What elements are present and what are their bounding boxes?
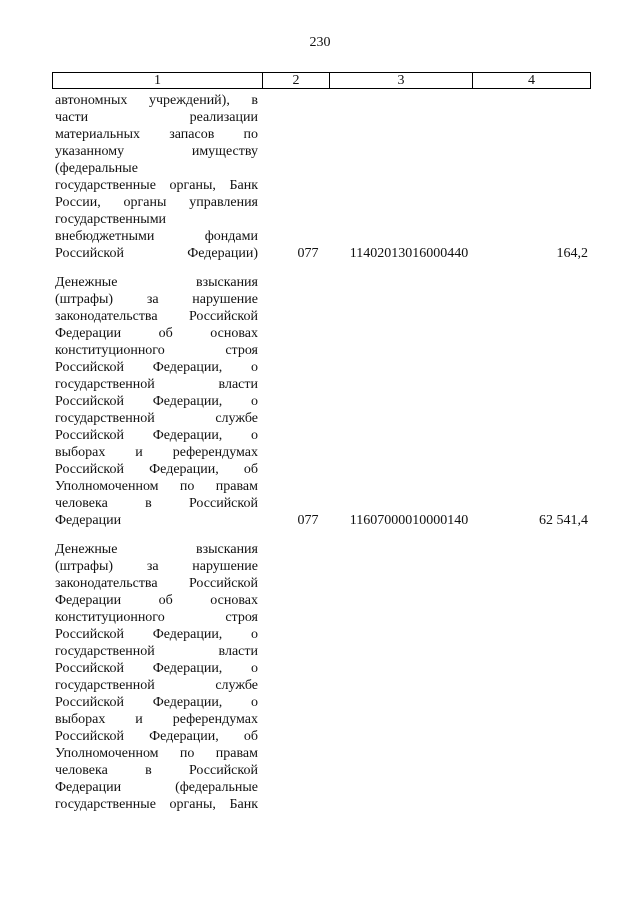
- description-word: Уполномоченном: [55, 479, 159, 494]
- description-word: взыскания: [196, 542, 258, 557]
- header-col-3: 3: [330, 73, 473, 88]
- description-word: конституционного: [55, 610, 165, 625]
- description-word: Российской: [55, 462, 124, 477]
- description-word: по: [243, 127, 258, 142]
- description-word: фондами: [204, 229, 258, 244]
- description-line: [55, 274, 258, 291]
- description-word: выборах: [55, 445, 106, 460]
- description-word: внебюджетными: [55, 229, 155, 244]
- description-word: нарушение: [192, 292, 258, 307]
- description-word: Российской: [55, 428, 124, 443]
- code-cell: 077: [297, 513, 319, 528]
- description-word: учреждений),: [148, 93, 230, 108]
- table-row: [55, 541, 590, 813]
- description-word: о: [251, 661, 258, 676]
- description-word: о: [251, 360, 258, 375]
- description-word: власти: [218, 644, 258, 659]
- description-word: службе: [215, 678, 258, 693]
- description-line: [55, 762, 258, 779]
- description-line: [55, 796, 258, 813]
- header-col-1: 1: [53, 73, 263, 88]
- description-word: строя: [225, 343, 258, 358]
- description-word: (штрафы): [55, 559, 114, 574]
- description-word: правам: [215, 479, 258, 494]
- code-cell: 077: [297, 246, 319, 261]
- kbk-cell: 11402013016000440: [349, 246, 469, 261]
- description-word: Российской: [55, 394, 124, 409]
- description-line: [55, 177, 258, 194]
- description-word: Федерации: [55, 326, 122, 341]
- description-word: Федерации,: [152, 394, 223, 409]
- description-word: Российской: [55, 360, 124, 375]
- description-word: (штрафы): [55, 292, 114, 307]
- description-word: государственные органы, Банк: [55, 797, 258, 812]
- description-word: в: [145, 496, 152, 511]
- description-line: [55, 109, 258, 126]
- description-word: законодательства Российской: [55, 309, 258, 324]
- description-line: [55, 461, 258, 478]
- description-line: [55, 410, 258, 427]
- description-word: человека: [55, 763, 108, 778]
- description-word: выборах: [55, 712, 106, 727]
- description-line: [55, 694, 258, 711]
- kbk-cell: 11607000010000140: [349, 513, 469, 528]
- description-word: за: [146, 559, 159, 574]
- description-word: нарушение: [192, 559, 258, 574]
- amount-cell: 62 541,4: [539, 513, 588, 528]
- description-word: власти: [218, 377, 258, 392]
- description-word: материальных: [55, 127, 141, 142]
- table-body: [55, 92, 590, 813]
- description-word: законодательства Российской: [55, 576, 258, 591]
- description-word: о: [251, 428, 258, 443]
- description-line: [55, 160, 258, 177]
- description-word: запасов: [169, 127, 215, 142]
- description-word: в: [145, 763, 152, 778]
- description-word: Федерации,: [152, 695, 223, 710]
- description-word: и: [135, 712, 143, 727]
- description-word: о: [251, 627, 258, 642]
- description-line: [55, 677, 258, 694]
- description-line: [55, 512, 258, 529]
- description-word: государственной: [55, 411, 155, 426]
- description-word: референдумах: [172, 712, 258, 727]
- description-word: государственной: [55, 678, 155, 693]
- description-word: Российской: [188, 763, 258, 778]
- description-line: [55, 92, 258, 109]
- description-word: Российской: [55, 729, 124, 744]
- description-line: [55, 359, 258, 376]
- description-word: реализации: [189, 110, 258, 125]
- description-line: [55, 779, 258, 796]
- description-word: и: [135, 445, 143, 460]
- description-line: [55, 143, 258, 160]
- description-line: [55, 211, 258, 228]
- description-cell: [55, 274, 258, 529]
- description-line: [55, 609, 258, 626]
- description-word: Российской: [55, 695, 124, 710]
- description-word: указанному: [55, 144, 125, 159]
- description-line: [55, 626, 258, 643]
- description-line: [55, 643, 258, 660]
- table-row: [55, 274, 590, 529]
- description-word: Федерации,: [149, 462, 219, 477]
- description-word: части: [55, 110, 89, 125]
- description-line: [55, 495, 258, 512]
- description-word: Российской: [188, 496, 258, 511]
- description-word: о: [251, 394, 258, 409]
- description-line: [55, 660, 258, 677]
- description-word: службе: [215, 411, 258, 426]
- description-word: конституционного: [55, 343, 165, 358]
- description-line: [55, 291, 258, 308]
- description-line: [55, 711, 258, 728]
- description-word: государственной: [55, 377, 155, 392]
- description-word: строя: [225, 610, 258, 625]
- description-word: Денежные: [55, 542, 118, 557]
- description-word: о: [251, 695, 258, 710]
- description-word: референдумах: [172, 445, 258, 460]
- description-word: по: [179, 746, 195, 761]
- description-word: Российской Федерации): [55, 246, 258, 261]
- table-header-row: [52, 72, 591, 89]
- description-word: об: [158, 326, 173, 341]
- description-word: (федеральные: [175, 780, 258, 795]
- description-word: автономных: [55, 93, 128, 108]
- description-line: [55, 575, 258, 592]
- description-word: Российской: [55, 627, 124, 642]
- description-line: [55, 592, 258, 609]
- description-word: Федерации: [55, 513, 122, 528]
- description-word: в: [251, 93, 258, 108]
- description-word: Федерации,: [152, 627, 223, 642]
- description-word: России, органы управления: [55, 195, 258, 210]
- description-line: [55, 342, 258, 359]
- description-word: основах: [210, 326, 258, 341]
- description-line: [55, 194, 258, 211]
- description-word: Федерации,: [149, 729, 219, 744]
- description-line: [55, 325, 258, 342]
- description-line: [55, 728, 258, 745]
- description-word: государственными: [55, 212, 167, 227]
- description-word: Уполномоченном: [55, 746, 159, 761]
- description-line: [55, 478, 258, 495]
- page-number: 230: [309, 35, 331, 50]
- description-line: [55, 541, 258, 558]
- header-col-4: 4: [528, 73, 535, 88]
- description-word: Федерации: [55, 593, 122, 608]
- description-word: государственные органы, Банк: [55, 178, 258, 193]
- description-word: об: [243, 462, 258, 477]
- description-line: [55, 393, 258, 410]
- description-line: [55, 245, 258, 262]
- description-word: Денежные: [55, 275, 118, 290]
- description-word: об: [243, 729, 258, 744]
- description-word: Российской: [55, 661, 124, 676]
- description-word: по: [179, 479, 195, 494]
- header-col-2: 2: [263, 73, 330, 88]
- description-word: человека: [55, 496, 108, 511]
- description-word: Федерации,: [152, 661, 223, 676]
- description-word: основах: [210, 593, 258, 608]
- description-word: правам: [215, 746, 258, 761]
- description-line: [55, 126, 258, 143]
- description-word: за: [146, 292, 159, 307]
- description-word: Федерации,: [152, 360, 223, 375]
- description-word: об: [158, 593, 173, 608]
- description-word: государственной: [55, 644, 155, 659]
- description-line: [55, 558, 258, 575]
- description-line: [55, 308, 258, 325]
- description-line: [55, 745, 258, 762]
- description-word: Федерации,: [152, 428, 223, 443]
- description-word: взыскания: [196, 275, 258, 290]
- table-row: [55, 92, 590, 262]
- description-line: [55, 228, 258, 245]
- description-cell: [55, 92, 258, 262]
- amount-cell: 164,2: [556, 246, 588, 261]
- description-line: [55, 427, 258, 444]
- description-line: [55, 376, 258, 393]
- description-word: Федерации: [55, 780, 122, 795]
- description-word: (федеральные: [55, 161, 138, 176]
- description-word: имуществу: [191, 144, 258, 159]
- description-cell: [55, 541, 258, 813]
- description-line: [55, 444, 258, 461]
